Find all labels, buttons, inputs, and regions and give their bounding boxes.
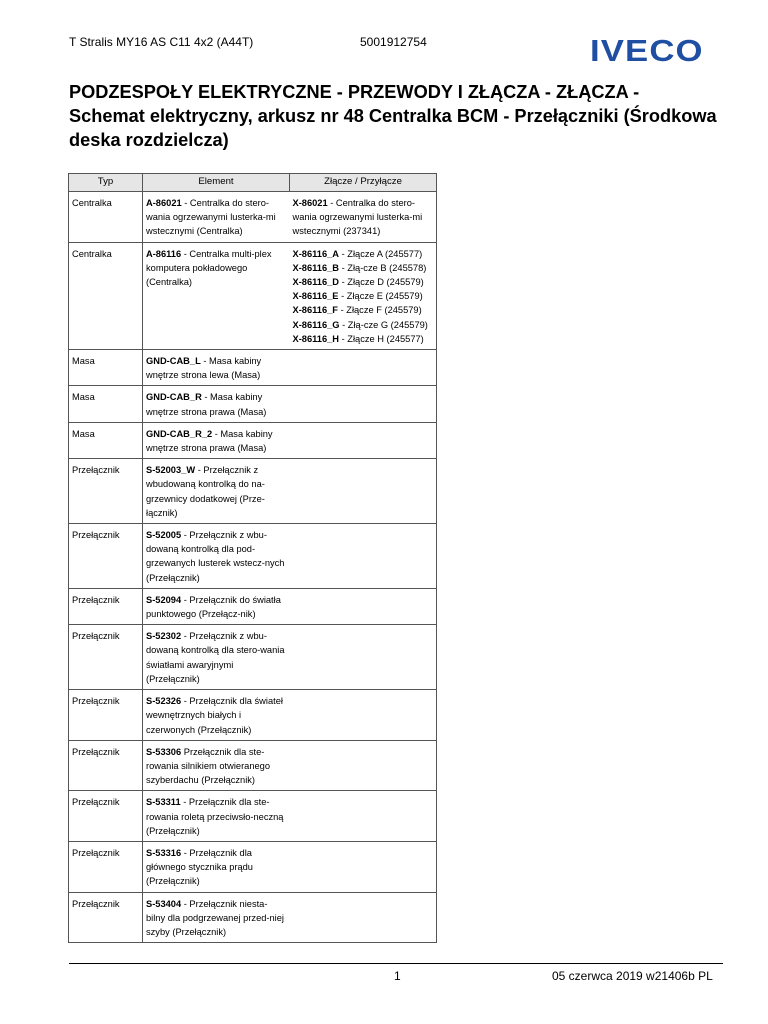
element-code: S-52326: [146, 696, 182, 707]
element-code: S-52005: [146, 530, 182, 541]
element-description: - Przełącznik dla świateł wewnętrznych białych i czerwonych (Przełącznik): [146, 696, 283, 735]
cell-connector: [290, 841, 437, 892]
cell-element: [143, 242, 290, 349]
element-code: S-53306: [146, 746, 182, 757]
cell-element: [143, 588, 290, 624]
element-code: GND-CAB_R: [146, 392, 202, 403]
cell-element: [143, 791, 290, 842]
cell-element: [143, 841, 290, 892]
cell-connector: [290, 791, 437, 842]
element-code: S-52003_W: [146, 465, 196, 476]
header-model: T Stralis MY16 AS C11 4x2 (A44T): [69, 35, 254, 49]
element-description: - Przełącznik z wbudowaną kontrolką do na-grzewnicy dodatkowej (Prze-łącznik): [146, 465, 265, 518]
cell-typ: Przełącznik: [69, 841, 143, 892]
cell-connector: [290, 588, 437, 624]
cell-element: [143, 350, 290, 386]
element-code: A-86116: [146, 248, 182, 259]
cell-element: [143, 192, 290, 243]
element-code: S-52094: [146, 594, 182, 605]
cell-connector: X-86116_A - Złącze A (245577) X-86116_B - Złą-cze B (245578) X-86116_D - Złącze D (245579) X-86116_E - Złącze E (245579) X-86116_F - Złącze F (245579) X-86116_G - Złą-cze G (245579) X-86116_H - Złącze H (245577): [290, 242, 437, 349]
table-row: [69, 350, 437, 386]
element-description: Przełącznik dla ste-rowania silnikiem otwieranego szyberdachu (Przełącznik): [146, 746, 271, 786]
cell-connector: [290, 350, 437, 386]
header-doc-number: 5001912754: [360, 35, 427, 49]
cell-element: [143, 690, 290, 741]
table-row: [69, 690, 437, 741]
table-header-row: [69, 174, 437, 192]
cell-element: [143, 422, 290, 458]
cell-typ: Przełącznik: [69, 588, 143, 624]
footer-date-ref: 05 czerwca 2019 w21406b PL: [552, 969, 713, 983]
cell-connector: X-86021 - Centralka do stero-wania ogrzewanymi lusterka-mi wstecznymi (237341): [290, 192, 437, 243]
table-body: [69, 192, 437, 943]
element-code: S-52302: [146, 631, 182, 642]
col-header-element: Element: [143, 174, 290, 192]
cell-typ: Centralka: [69, 242, 143, 349]
element-code: GND-CAB_L: [146, 356, 201, 367]
cell-typ: Przełącznik: [69, 524, 143, 589]
cell-typ: Masa: [69, 422, 143, 458]
table-row: [69, 841, 437, 892]
element-description: - Masa kabiny wnętrze strona prawa (Masa): [146, 428, 273, 454]
cell-typ: Masa: [69, 386, 143, 422]
element-description: - Przełącznik dla ste-rowania roletą przeciwsło-neczną (Przełącznik): [146, 797, 284, 836]
cell-element: [143, 625, 290, 690]
cell-connector: [290, 690, 437, 741]
table-row: [69, 422, 437, 458]
footer-divider: [69, 963, 723, 964]
element-description: - Przełącznik z wbu-dowaną kontrolką dla stero-wania światłami awaryjnymi (Przełącznik): [146, 631, 285, 684]
cell-connector: [290, 459, 437, 524]
cell-element: [143, 386, 290, 422]
table-row: [69, 625, 437, 690]
table-row: [69, 791, 437, 842]
cell-typ: Przełącznik: [69, 892, 143, 943]
element-code: GND-CAB_R_2: [146, 428, 213, 439]
table-row: [69, 524, 437, 589]
page-title: PODZESPOŁY ELEKTRYCZNE - PRZEWODY I ZŁĄCZA - ZŁĄCZA - Schemat elektryczny, arkusz nr 48 Centralka BCM - Przełączniki (Środkowa deska rozdzielcza): [69, 82, 717, 150]
cell-typ: Przełącznik: [69, 690, 143, 741]
cell-connector: [290, 524, 437, 589]
cell-typ: Przełącznik: [69, 791, 143, 842]
element-description: - Masa kabiny wnętrze strona prawa (Masa): [146, 392, 267, 417]
cell-typ: Przełącznik: [69, 740, 143, 791]
element-description: - Masa kabiny wnętrze strona lewa (Masa): [146, 356, 262, 381]
cell-typ: Przełącznik: [69, 459, 143, 524]
table-row: [69, 740, 437, 791]
element-description: - Centralka do stero-wania ogrzewanymi lusterka-mi wstecznymi (Centralka): [146, 198, 276, 237]
cell-element: [143, 892, 290, 943]
table-row: [69, 588, 437, 624]
element-description: - Przełącznik z wbu-dowaną kontrolką dla pod-grzewanych lusterek wstecz-nych (Przełącznik): [146, 530, 285, 583]
table-row: [69, 892, 437, 943]
components-table: [68, 173, 437, 943]
table-row: [69, 459, 437, 524]
element-code: S-53316: [146, 847, 182, 858]
cell-connector: [290, 422, 437, 458]
cell-element: [143, 459, 290, 524]
cell-connector: [290, 740, 437, 791]
page-number: 1: [394, 969, 401, 983]
cell-typ: Masa: [69, 350, 143, 386]
element-code: S-53311: [146, 797, 181, 808]
col-header-zlacze: Złącze / Przyłącze: [290, 174, 437, 192]
cell-connector: [290, 386, 437, 422]
element-code: A-86021: [146, 198, 182, 208]
element-description: - Centralka multi-plex komputera pokładowego (Centralka): [146, 248, 272, 288]
iveco-logo: IVECO: [590, 33, 704, 68]
element-description: - Przełącznik do światła punktowego (Przełącz-nik): [146, 594, 281, 620]
table-row: [69, 386, 437, 422]
element-description: - Przełącznik niesta-bilny dla podgrzewanej przed-niej szyby (Przełącznik): [146, 898, 284, 937]
cell-connector: [290, 892, 437, 943]
element-code: S-53404: [146, 898, 182, 909]
cell-element: [143, 524, 290, 589]
cell-element: [143, 740, 290, 791]
col-header-typ: Typ: [69, 174, 143, 192]
table-row: [69, 192, 437, 243]
element-description: - Przełącznik dla głównego stycznika prądu (Przełącznik): [146, 847, 253, 887]
cell-typ: Przełącznik: [69, 625, 143, 690]
cell-typ: Centralka: [69, 192, 143, 243]
table-row: [69, 242, 437, 349]
cell-connector: [290, 625, 437, 690]
